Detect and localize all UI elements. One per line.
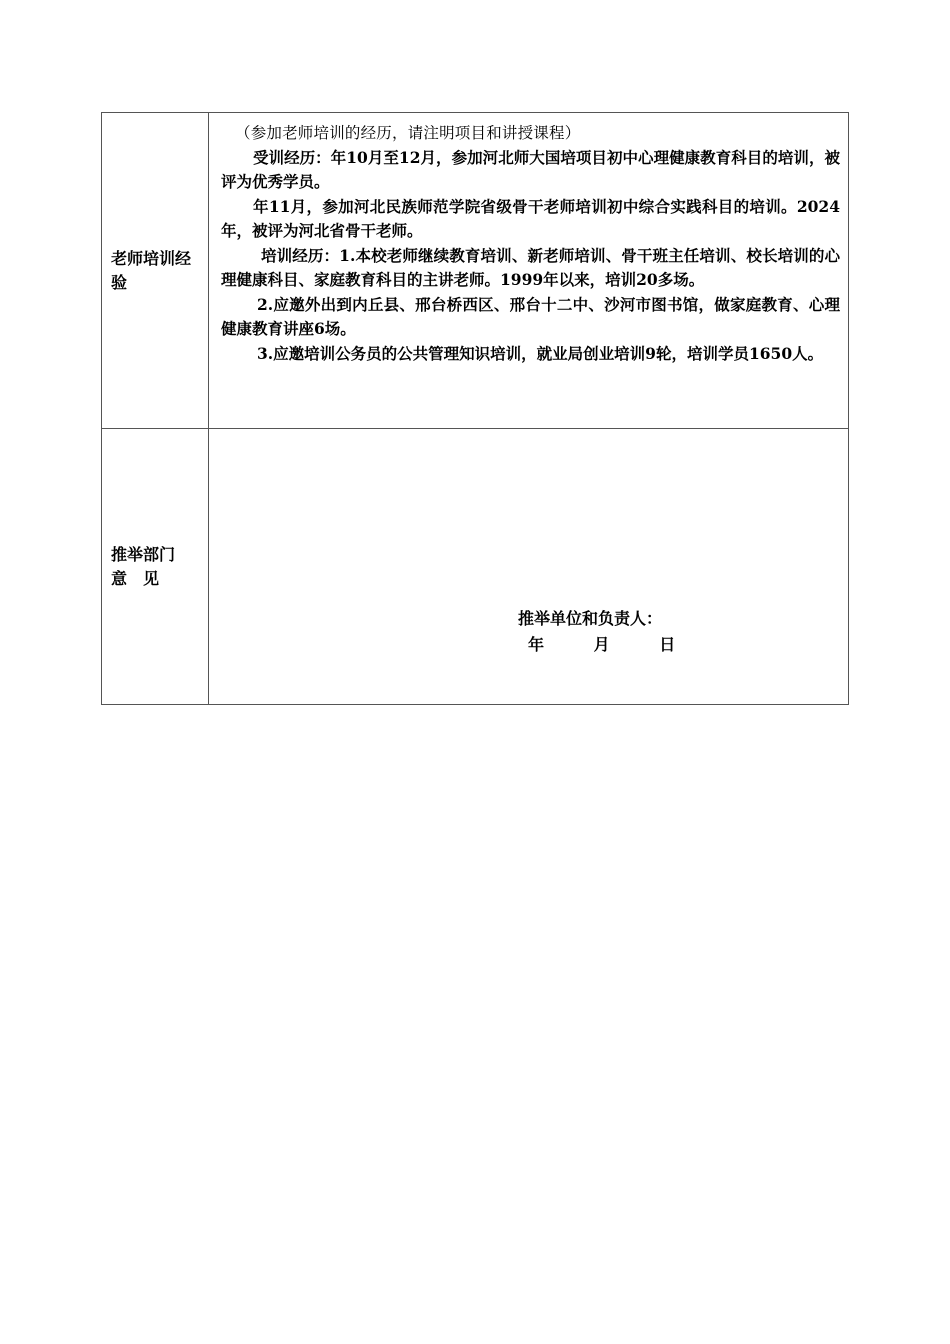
civil-servant-training-paragraph: 3.应邀培训公务员的公共管理知识培训，就业局创业培训9轮，培训学员1650人。 [257, 343, 824, 363]
training-experience-content [209, 113, 849, 429]
date-year: 年 [528, 635, 545, 654]
received-training-paragraph: 受训经历：年10月至12月，参加河北师大国培项目初中心理健康教育科目的培训，被评为优秀学员。 [221, 147, 840, 191]
date-line [528, 633, 697, 657]
signature-label: 推举单位和负责人： [518, 609, 663, 628]
trainer-experience-paragraph: 培训经历：1.本校老师继续教育培训、新老师培训、骨干班主任培训、校长培训的心理健康科目、家庭教育科目的主讲老师。1999年以来，培训20多场。 [221, 245, 840, 289]
date-month: 月 [593, 635, 610, 654]
opinion-label-line2: 意 见 [111, 568, 160, 588]
recommendation-opinion-label [102, 429, 209, 705]
date-day: 日 [659, 635, 676, 654]
training-note: （参加老师培训的经历，请注明项目和讲授课程） [235, 124, 581, 142]
training-experience-label-text: 老师培训经验 [111, 248, 192, 292]
provincial-training-paragraph: 年11月，参加河北民族师范学院省级骨干老师培训初中综合实践科目的培训。2024年，被评为河北省骨干老师。 [221, 196, 840, 240]
training-experience-row [102, 113, 849, 429]
recommendation-form-table [101, 112, 849, 705]
lecture-paragraph: 2.应邀外出到内丘县、邢台桥西区、邢台十二中、沙河市图书馆，做家庭教育、心理健康教育讲座6场。 [221, 294, 840, 338]
recommendation-opinion-row [102, 429, 849, 705]
training-experience-label [102, 113, 209, 429]
opinion-label-line1: 推举部门 [111, 544, 176, 564]
recommendation-opinion-content[interactable] [209, 429, 849, 705]
